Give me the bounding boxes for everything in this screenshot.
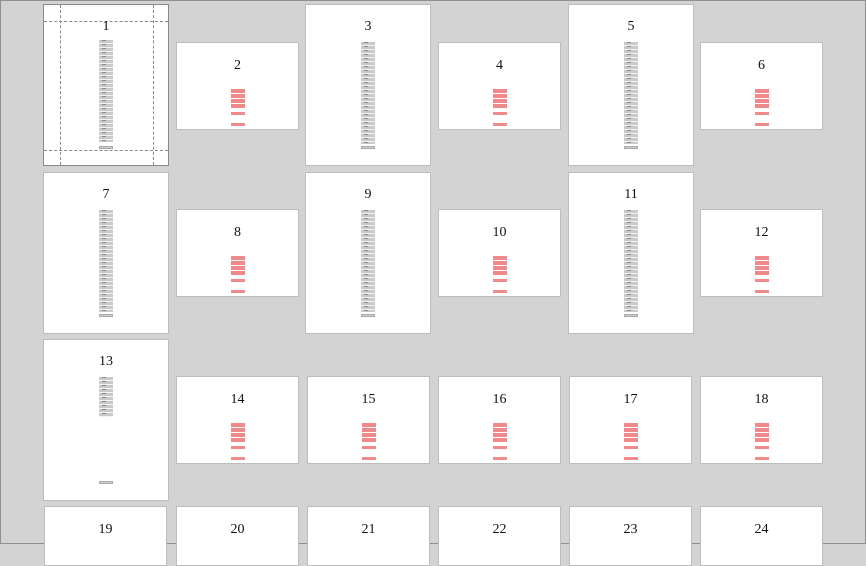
page-number: 1 — [102, 19, 110, 34]
footer-thumbnail — [99, 314, 113, 317]
highlighted-line — [493, 279, 507, 282]
page-thumbnail-18[interactable] — [700, 376, 823, 464]
page-number: 8 — [234, 225, 241, 240]
page-number: 12 — [754, 225, 769, 240]
highlighted-block — [624, 423, 638, 443]
page-number: 14 — [230, 392, 245, 407]
highlighted-block — [362, 423, 376, 443]
page-thumbnail-3[interactable] — [305, 4, 431, 166]
page-thumbnail-11[interactable] — [568, 172, 694, 334]
page-number: 24 — [754, 522, 769, 537]
table-thumbnail — [99, 210, 113, 312]
margin-guide-bottom — [44, 150, 168, 151]
highlighted-footer — [231, 123, 245, 126]
table-thumbnail — [361, 210, 375, 312]
highlighted-line — [231, 279, 245, 282]
highlighted-footer — [624, 457, 638, 460]
footer-thumbnail — [99, 146, 113, 149]
page-thumbnail-6[interactable] — [700, 42, 823, 130]
page-thumbnail-20[interactable] — [176, 506, 299, 566]
page-number: 15 — [361, 392, 376, 407]
table-thumbnail — [361, 42, 375, 144]
page-number: 4 — [496, 58, 503, 73]
page-thumbnail-8[interactable] — [176, 209, 299, 297]
page-number: 17 — [623, 392, 638, 407]
page-thumbnail-21[interactable] — [307, 506, 430, 566]
page-thumbnail-7[interactable] — [43, 172, 169, 334]
highlighted-block — [231, 89, 245, 109]
highlighted-line — [755, 279, 769, 282]
page-thumbnail-9[interactable] — [305, 172, 431, 334]
highlighted-line — [493, 112, 507, 115]
page-thumbnail-5[interactable] — [568, 4, 694, 166]
footer-thumbnail — [624, 314, 638, 317]
page-number: 23 — [623, 522, 638, 537]
highlighted-line — [755, 112, 769, 115]
highlighted-footer — [755, 123, 769, 126]
highlighted-line — [624, 446, 638, 449]
page-thumbnail-14[interactable] — [176, 376, 299, 464]
page-number: 19 — [98, 522, 113, 537]
footer-thumbnail — [361, 146, 375, 149]
page-number: 5 — [627, 19, 635, 34]
page-thumbnail-1[interactable] — [43, 4, 169, 166]
page-number: 3 — [364, 19, 372, 34]
highlighted-footer — [755, 457, 769, 460]
highlighted-footer — [362, 457, 376, 460]
page-thumbnail-19[interactable] — [44, 506, 167, 566]
page-number: 6 — [758, 58, 765, 73]
page-thumbnail-2[interactable] — [176, 42, 299, 130]
highlighted-block — [755, 423, 769, 443]
table-thumbnail — [99, 377, 113, 417]
page-number: 11 — [624, 187, 638, 202]
highlighted-block — [493, 256, 507, 276]
page-thumbnail-12[interactable] — [700, 209, 823, 297]
page-number: 2 — [234, 58, 241, 73]
page-number: 7 — [102, 187, 110, 202]
highlighted-block — [493, 423, 507, 443]
page-number: 20 — [230, 522, 245, 537]
highlighted-block — [493, 89, 507, 109]
highlighted-footer — [493, 290, 507, 293]
highlighted-line — [231, 446, 245, 449]
page-thumbnail-13[interactable] — [43, 339, 169, 501]
page-thumbnail-10[interactable] — [438, 209, 561, 297]
highlighted-footer — [231, 290, 245, 293]
page-number: 16 — [492, 392, 507, 407]
page-thumbnail-17[interactable] — [569, 376, 692, 464]
highlighted-footer — [755, 290, 769, 293]
highlighted-block — [755, 89, 769, 109]
page-number: 21 — [361, 522, 376, 537]
table-thumbnail — [624, 42, 638, 144]
highlighted-footer — [493, 457, 507, 460]
page-thumbnail-24[interactable] — [700, 506, 823, 566]
page-number: 13 — [99, 354, 113, 369]
highlighted-block — [231, 256, 245, 276]
highlighted-footer — [493, 123, 507, 126]
page-thumbnail-15[interactable] — [307, 376, 430, 464]
footer-thumbnail — [624, 146, 638, 149]
highlighted-line — [362, 446, 376, 449]
highlighted-line — [755, 446, 769, 449]
page-number: 10 — [492, 225, 507, 240]
page-number: 18 — [754, 392, 769, 407]
highlighted-block — [231, 423, 245, 443]
highlighted-line — [493, 446, 507, 449]
highlighted-line — [231, 112, 245, 115]
highlighted-footer — [231, 457, 245, 460]
page-number: 22 — [492, 522, 507, 537]
footer-thumbnail — [361, 314, 375, 317]
footer-thumbnail — [99, 481, 113, 484]
page-thumbnail-4[interactable] — [438, 42, 561, 130]
table-thumbnail — [624, 210, 638, 312]
page-thumbnail-16[interactable] — [438, 376, 561, 464]
page-thumbnail-23[interactable] — [569, 506, 692, 566]
page-thumbnail-22[interactable] — [438, 506, 561, 566]
table-thumbnail — [99, 40, 113, 142]
highlighted-block — [755, 256, 769, 276]
page-number: 9 — [364, 187, 372, 202]
